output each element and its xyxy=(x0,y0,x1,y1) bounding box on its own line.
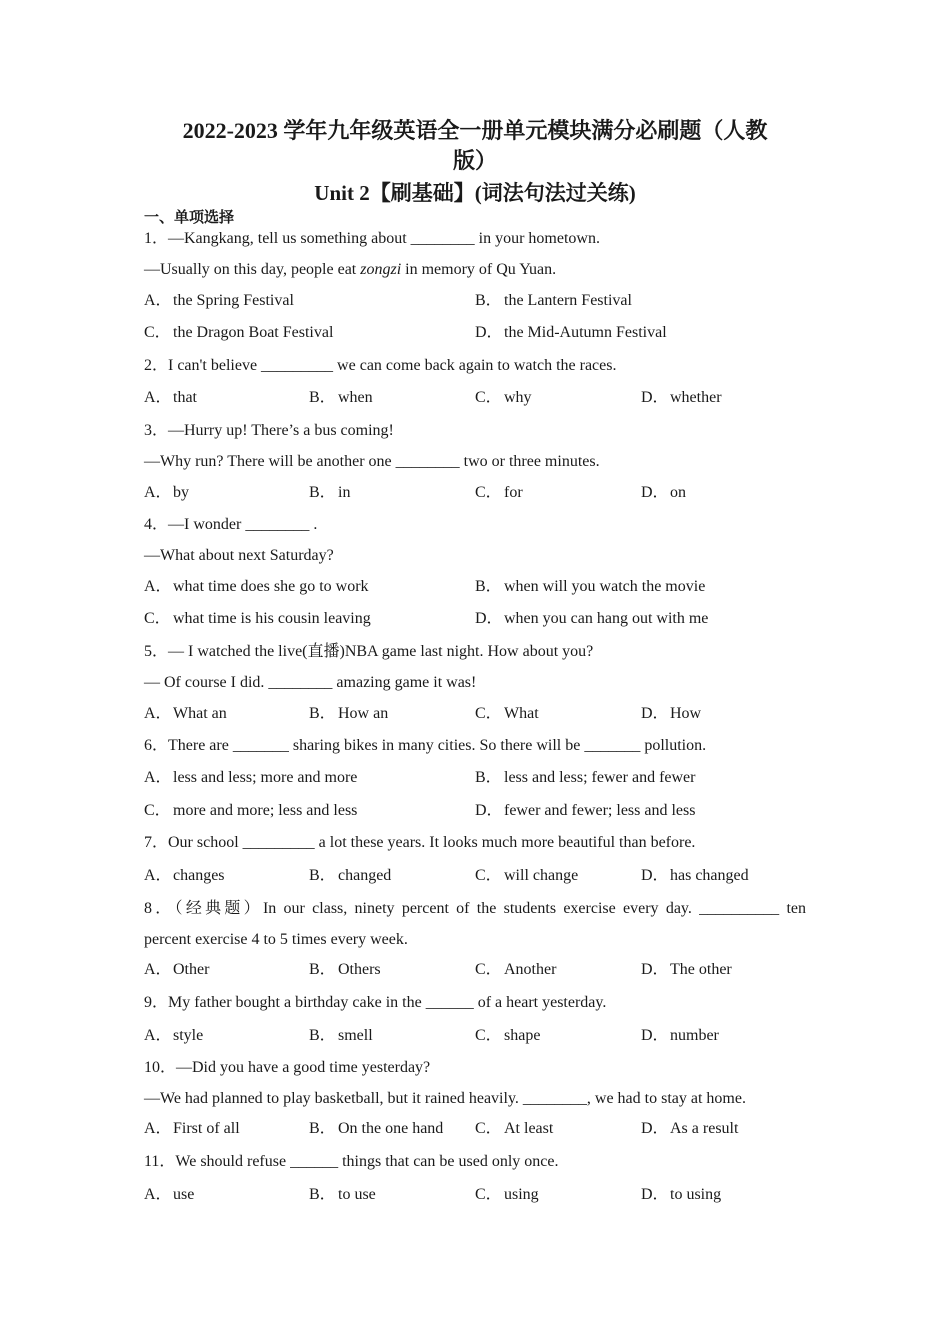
question-6-option-d[interactable]: D．fewer and fewer; less and less xyxy=(475,802,696,819)
question-10-option-c[interactable]: C． At least xyxy=(475,1120,554,1137)
question-6-option-b[interactable]: B． less and less; fewer and fewer xyxy=(475,769,696,786)
question-5-option-a[interactable]: A．What an xyxy=(144,705,227,722)
question-8-option-d[interactable]: D．The other xyxy=(641,961,732,978)
section-heading: 一、单项选择 xyxy=(144,210,235,226)
question-1-italic-word: zongzi xyxy=(360,261,402,278)
question-1-stem: 1．—Kangkang, tell us something about ________ in your hometown. xyxy=(144,230,600,247)
question-2-option-a[interactable]: A．that xyxy=(144,389,197,406)
question-7-option-d[interactable]: D．has changed xyxy=(641,867,749,884)
question-10-reply: —We had planned to play basketball, but it rained heavily. ________, we had to stay at home. xyxy=(144,1090,746,1107)
question-4-option-a[interactable]: A．what time does she go to work xyxy=(144,578,369,595)
question-11-option-b[interactable]: B． to use xyxy=(309,1186,376,1203)
question-7-option-c[interactable]: C． will change xyxy=(475,867,579,884)
question-11-option-c[interactable]: C． using xyxy=(475,1186,539,1203)
question-1-option-d[interactable]: D．the Mid-Autumn Festival xyxy=(475,324,667,341)
question-6-option-a[interactable]: A．less and less; more and more xyxy=(144,769,358,786)
question-3-option-b[interactable]: B． in xyxy=(309,484,351,501)
question-9-stem: 9．My father bought a birthday cake in the ______ of a heart yesterday. xyxy=(144,994,607,1011)
question-1-option-c[interactable]: C． the Dragon Boat Festival xyxy=(144,324,334,341)
question-5-option-c[interactable]: C． What xyxy=(475,705,539,722)
question-3-option-c[interactable]: C． for xyxy=(475,484,523,501)
question-5-stem: 5．— I watched the live(直播)NBA game last night. How about you? xyxy=(144,643,594,660)
question-4-reply: —What about next Saturday? xyxy=(144,547,334,564)
question-4-option-d[interactable]: D．when you can hang out with me xyxy=(475,610,709,627)
question-2-option-d[interactable]: D．whether xyxy=(641,389,722,406)
question-10-stem: 10．—Did you have a good time yesterday? xyxy=(144,1059,431,1076)
question-3-reply: —Why run? There will be another one ________ two or three minutes. xyxy=(144,453,600,470)
question-1-option-a[interactable]: A．the Spring Festival xyxy=(144,292,294,309)
question-4-option-c[interactable]: C． what time is his cousin leaving xyxy=(144,610,371,627)
title-line-2: 版） xyxy=(452,148,497,173)
question-7-option-b[interactable]: B． changed xyxy=(309,867,392,884)
question-5-option-b[interactable]: B． How an xyxy=(309,705,389,722)
question-11-option-a[interactable]: A．use xyxy=(144,1186,195,1203)
question-2-stem: 2．I can't believe _________ we can come back again to watch the races. xyxy=(144,357,617,374)
question-8-option-b[interactable]: B． Others xyxy=(309,961,381,978)
question-5-option-d[interactable]: D．How xyxy=(641,705,702,722)
question-10-option-d[interactable]: D．As a result xyxy=(641,1120,739,1137)
title-line-1: 2022-2023 学年九年级英语全一册单元模块满分必刷题（人教 xyxy=(182,118,768,143)
question-9-option-d[interactable]: D．number xyxy=(641,1027,719,1044)
question-3-stem: 3．—Hurry up! There’s a bus coming! xyxy=(144,422,394,439)
question-4-option-b[interactable]: B． when will you watch the movie xyxy=(475,578,706,595)
question-9-option-b[interactable]: B． smell xyxy=(309,1027,373,1044)
question-5-reply: — Of course I did. ________ amazing game it was! xyxy=(144,674,477,691)
question-2-option-b[interactable]: B． when xyxy=(309,389,373,406)
question-3-option-a[interactable]: A．by xyxy=(144,484,189,501)
question-10-option-b[interactable]: B． On the one hand xyxy=(309,1120,444,1137)
question-1-reply: —Usually on this day, people eat zongzi in memory of Qu Yuan. xyxy=(144,261,557,278)
question-8-option-c[interactable]: C． Another xyxy=(475,961,557,978)
question-1-option-b[interactable]: B． the Lantern Festival xyxy=(475,292,632,309)
question-6-stem: 6．There are _______ sharing bikes in many cities. So there will be _______ pollution. xyxy=(144,737,707,754)
question-8-stem-continued: percent exercise 4 to 5 times every week. xyxy=(144,931,408,948)
question-8-stem: 8．（经典题）In our class, ninety percent of the students exercise every day. __________ ten xyxy=(144,900,806,917)
question-7-stem: 7．Our school _________ a lot these years. It looks much more beautiful than before. xyxy=(144,834,696,851)
title-line-3: Unit 2【刷基础】(词法句法过关练) xyxy=(314,181,636,205)
question-11-stem: 11．We should refuse ______ things that can be used only once. xyxy=(144,1153,559,1170)
question-7-option-a[interactable]: A．changes xyxy=(144,867,225,884)
question-6-option-c[interactable]: C． more and more; less and less xyxy=(144,802,358,819)
question-10-option-a[interactable]: A．First of all xyxy=(144,1120,240,1137)
question-9-option-a[interactable]: A．style xyxy=(144,1027,204,1044)
question-2-option-c[interactable]: C． why xyxy=(475,389,532,406)
question-11-option-d[interactable]: D．to using xyxy=(641,1186,722,1203)
question-3-option-d[interactable]: D．on xyxy=(641,484,686,501)
question-8-option-a[interactable]: A．Other xyxy=(144,961,210,978)
question-4-stem: 4．—I wonder ________ . xyxy=(144,516,318,533)
question-9-option-c[interactable]: C． shape xyxy=(475,1027,541,1044)
